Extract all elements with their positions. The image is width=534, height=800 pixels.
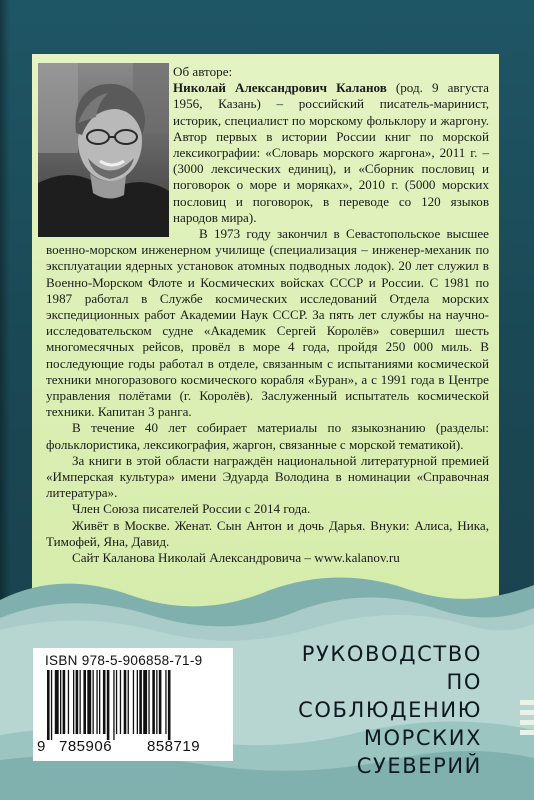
book-title-line-2: ПО СОБЛЮДЕНИЮ <box>298 670 482 722</box>
barcode-bar <box>83 670 86 734</box>
barcode-bar <box>47 670 50 740</box>
about-heading: Об авторе: <box>173 64 233 79</box>
barcode-bar <box>55 670 59 734</box>
barcode-bar <box>143 670 147 734</box>
barcode-bar <box>159 670 162 734</box>
barcode-bar <box>107 670 110 740</box>
barcode-bar <box>76 670 79 734</box>
barcode-bar <box>93 670 94 734</box>
barcode-bar <box>63 670 66 734</box>
barcode-bar <box>133 670 134 734</box>
isbn-digits-right: 858719 <box>147 738 201 755</box>
barcode-bar <box>96 670 97 734</box>
barcode-bar <box>73 670 74 734</box>
barcode-bar <box>87 670 91 734</box>
barcode-bar <box>168 670 171 740</box>
book-title-line-4: СУЕВЕРИЙ <box>356 754 482 778</box>
barcode-bar <box>60 670 61 734</box>
barcode-bar <box>99 670 100 734</box>
barcode-bar <box>139 670 142 734</box>
bio-paragraph-2: В 1973 году закончил в Севастопольское высшее военно-морском инженерном училище (специализация – инженер-механик по эксплуатации ядерных установок атомных подводных лодок). 20 лет служил в Военно-Морском Флоте и Космических войсках СССР и России. С 1981 по 1987 работал в Службе космических исследований Отдела морских экспедиционных работ Академии Наук СССР. За пять лет службы на научно-исследовательском судне «Академик Сергей Королёв» совершил шесть многомесячных рейсов, провёл в море 4 года, пройдя 250 000 миль. В последующие годы работал в отделе, связанным с испытаниями космической техники многоразового космического корабля «Буран», а с 1991 года в Центре управления полётами (г. Королёв). Заслуженный испытатель космической техники. Капитан 3 ранга. <box>46 226 489 420</box>
book-title-line-3: МОРСКИХ <box>363 726 482 750</box>
bio-paragraph-1-text: (род. 9 августа 1956, Казань) – российский писатель-маринист, историк, специалист по морскому фольклору и жаргону. Автор первых в истории России книг по морской лексикографии: «Словарь морского жаргона», 2011 г. – (3000 лексических единиц), и «Сборник пословиц и поговорок о море и моряках», 2010 г. (5000 морских пословиц и поговорок, в переводе со 120 языков народов мира). <box>173 80 489 225</box>
bio-paragraph-6: Живёт в Москве. Женат. Сын Антон и дочь Дарья. Внуки: Алиса, Ника, Тимофей, Яна, Давид. <box>46 517 489 549</box>
barcode-bar <box>124 670 127 734</box>
barcode-bar <box>80 670 81 734</box>
isbn-barcode-box <box>33 648 233 761</box>
barcode-bar <box>103 670 106 734</box>
registration-marks <box>520 700 534 740</box>
isbn-label: ISBN 978-5-906858-71-9 <box>45 653 203 668</box>
barcode-bar <box>51 670 52 740</box>
isbn-digits-left: 785906 <box>59 738 113 755</box>
bio-paragraph-5: Член Союза писателей России с 2014 года. <box>72 501 311 517</box>
book-title-line-1: РУКОВОДСТВО <box>301 642 482 666</box>
barcode-bar <box>128 670 129 734</box>
barcode-bar <box>148 670 149 734</box>
bio-paragraph-7: Сайт Каланова Николай Александровича – www.kalanov.ru <box>72 550 400 566</box>
biography-text <box>46 64 489 566</box>
barcode-bar <box>116 670 117 734</box>
bio-paragraph-3: В течение 40 лет собирает материалы по языкознанию (разделы: фольклористика, лексикография, жаргон, связанные с морской тематикой). <box>46 420 489 452</box>
barcode-bar <box>68 670 69 734</box>
barcode-bar <box>156 670 157 734</box>
isbn-digit-first: 9 <box>37 738 46 755</box>
barcode-bar <box>113 670 114 740</box>
book-title <box>262 640 482 780</box>
barcode-bar <box>152 670 155 734</box>
bio-paragraph-4: За книги в этой области награждён национальной литературной премией «Имперская культура» имени Эдуарда Володина в номинации «Справочная литература». <box>46 452 489 501</box>
barcode-image <box>41 670 225 740</box>
author-name: Николай Александрович Каланов <box>173 80 387 96</box>
barcode-bar <box>137 670 138 734</box>
barcode-bar <box>120 670 121 734</box>
barcode-bar <box>165 670 166 734</box>
